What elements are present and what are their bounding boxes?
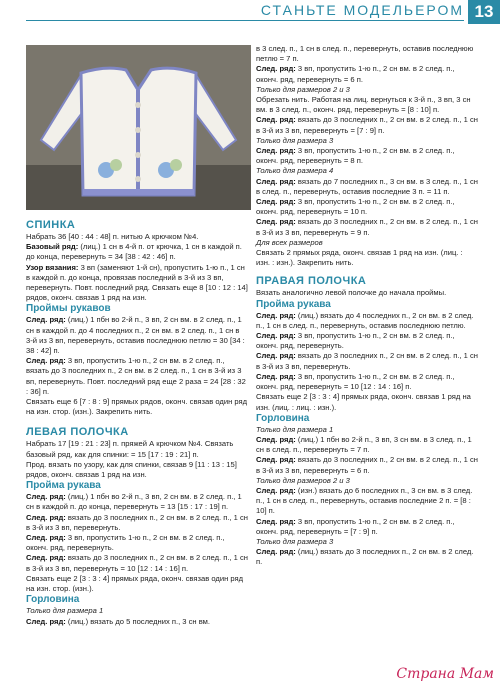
instruction: След. ряд: вязать до 3 последних п., 2 сн вм. в 2 след. п., 1 сн в 3-й из 3 вп, перевернуть. bbox=[26, 512, 248, 532]
section-title: СТАНЬТЕ МОДЕЛЬЕРОМ bbox=[260, 2, 464, 18]
right-column bbox=[256, 44, 478, 568]
instruction: След. ряд: (изн.) вязать до 6 последних п., 3 сн вм. в 3 след. п., 1 сн в след. п., перевернуть, оставив последние 2 п. = [8 : 10] п. bbox=[256, 485, 473, 516]
header-rule bbox=[26, 20, 464, 21]
instruction: След. ряд: вязать до 3 последних п., 2 сн вм. в 2 след. п., 1 сн в 3-й из 3 вп, перевернуть. bbox=[256, 351, 478, 371]
subheading: Пройма рукава bbox=[256, 298, 331, 310]
subheading: Проймы рукавов bbox=[26, 303, 111, 315]
instruction: След. ряд: (лиц.) вязать до 5 последних п., 3 сн вм. bbox=[26, 616, 211, 626]
instruction: След. ряд: вязать до 3 последних п., 2 сн вм. в 2 след. п., 1 сн в 3-й из 3 вп, перевернуть = [7 : 9] п. bbox=[256, 115, 478, 135]
paragraph: Вязать аналогично левой полочке до начала проймы. bbox=[256, 288, 447, 298]
instruction: След. ряд: 3 вп, пропустить 1-ю п., 2 сн вм. в 2 след. п., вязать до 3 последних п., 2 сн вм. в 2 след. п., 1 сн в 3-й из 3 вп, перевернуть. Повт. последний ряд еще 2 раза = 24 [28 : 32 : 36] п. bbox=[26, 356, 246, 396]
site-watermark: Страна Мам bbox=[396, 666, 494, 682]
paragraph: в 3 след. п., 1 сн в след. п., перевернуть, оставив последнюю петлю = 7 п. bbox=[256, 44, 474, 64]
instruction: След. ряд: вязать до 3 последних п., 2 сн вм. в 2 след. п., 1 сн в 3-й из 3 вп, перевернуть = 10 [12 : 14 : 16] п. bbox=[26, 553, 248, 573]
paragraph: Набрать 36 [40 : 44 : 48] п. нитью А крючком №4. bbox=[26, 232, 199, 241]
instruction: След. ряд: 3 вп, пропустить 1-ю п., 2 сн вм. в 2 след. п., оконч. ряд, перевернуть = 10 [12 : 14 : 16] п. bbox=[256, 371, 455, 392]
subheading: Горловина bbox=[26, 594, 80, 606]
cardigan-illustration bbox=[26, 45, 251, 210]
instruction: След. ряд: вязать до 3 последних п., 2 сн вм. в 2 след. п., 1 сн в 3-й из 3 вп, перевернуть = 9 п. bbox=[256, 217, 478, 237]
size-note: Только для размера 1 bbox=[26, 606, 104, 616]
instruction: След. ряд: 3 вп, пропустить 1-ю п., 2 сн вм. в 2 след. п., оконч. ряд, перевернуть. bbox=[256, 331, 455, 351]
size-note: Для всех размеров bbox=[256, 237, 323, 247]
instruction: След. ряд: (лиц.) 1 пбн во 2-й п., 3 вп, 2 сн вм. в 2 след. п., 1 сн в каждой п. до конца, перевернуть = 13 [15 : 17 : 19] п. bbox=[26, 492, 242, 512]
section-heading-right-front: ПРАВАЯ ПОЛОЧКА bbox=[256, 275, 367, 288]
instruction: След. ряд: вязать до 3 последних п., 2 сн вм. в 2 след. п., 1 сн в 3-й из 3 вп, перевернуть = 6 п. bbox=[256, 455, 478, 475]
cardigan-photo bbox=[26, 45, 251, 210]
instruction: След. ряд: 3 вп, пропустить 1-ю п., 2 сн вм. в 2 след. п., оконч. ряд, перевернуть. bbox=[26, 533, 225, 553]
section-heading-back: СПИНКА bbox=[26, 219, 76, 231]
paragraph: Связать еще 6 [7 : 8 : 9] прямых рядов, оконч. связав один ряд на изн. стор. (изн.). Закрепить нить. bbox=[26, 397, 248, 417]
size-note: Только для размера 3 bbox=[256, 135, 334, 145]
instruction: След. ряд: (лиц.) вязать до 3 последних п., 2 сн вм. в 2 след. п. bbox=[256, 547, 474, 567]
paragraph: Связать еще 2 [3 : 3 : 4] прямых ряда, оконч. связав 1 ряд на изн. (лиц. : лиц. : изн.). bbox=[256, 392, 471, 412]
subheading: Горловина bbox=[256, 412, 310, 424]
paragraph: Набрать 17 [19 : 21 : 23] п. пряжей А крючком №4. Связать базовый ряд, как для спинки: = 15 [17 : 19 : 21] п. bbox=[26, 439, 234, 459]
instruction: Базовый ряд: (лиц.) 1 сн в 4-й п. от крючка, 1 сн в каждой п. до конца, перевернуть = 34 [38 : 42 : 46] п. bbox=[26, 242, 242, 262]
paragraph: Прод. вязать по узору, как для спинки, связав 9 [11 : 13 : 15] рядов, оконч. связав 1 ряд на изн. bbox=[26, 459, 237, 480]
instruction: След. ряд: 3 вп, пропустить 1-ю п., 2 сн вм. в 2 след. п., оконч. ряд, перевернуть = 10 п. bbox=[256, 197, 455, 217]
instruction: След. ряд: (лиц.) вязать до 4 последних п., 2 сн вм. в 2 след. п., 1 сн в след. п., перевернуть, оставив последнюю петлю. bbox=[256, 310, 474, 330]
instruction: След. ряд: (лиц.) 1 пбн во 2-й п., 3 вп, 2 сн вм. в 2 след. п., 1 сн в каждой п. до 4 последних п., 2 сн вм. в 2 след. п., 1 сн в 3-й из 3 вп, перевернуть, оставив последнюю петлю = 30 [34 : 38 : 42] п. bbox=[26, 315, 245, 356]
instruction: След. ряд: 3 вп, пропустить 1-ю п., 2 сн вм. в 2 след. п., оконч. ряд, перевернуть = 6 п. bbox=[256, 64, 455, 84]
paragraph: Связать еще 2 [3 : 3 : 4] прямых ряда, оконч. связав один ряд на изн. стор. (изн.). bbox=[26, 573, 244, 594]
size-note: Только для размеров 2 и 3 bbox=[256, 84, 350, 94]
instruction: След. ряд: 3 вп, пропустить 1-ю п., 2 сн вм. в 2 след. п., оконч. ряд, перевернуть = 8 п. bbox=[256, 146, 455, 166]
section-heading-left-front: ЛЕВАЯ ПОЛОЧКА bbox=[26, 426, 129, 439]
paragraph: Связать 2 прямых ряда, оконч. связав 1 ряд на изн. (лиц. : изн. : изн.). Закрепить нить. bbox=[256, 248, 463, 268]
instruction: Узор вязания: 3 вп (заменяют 1-й сн), пропустить 1-ю п., 1 сн в каждой п. до конца, провязав последний в 3-й из 3 вп, перевернуть. Повт. последний ряд. Связать еще 8 [10 : 12 : 14] рядов, оконч. связав 1 ряд на изн. bbox=[26, 262, 248, 303]
size-note: Только для размера 4 bbox=[256, 166, 334, 176]
instruction: След. ряд: вязать до 7 последних п., 3 сн вм. в 3 след. п., 1 сн в след. п., перевернуть, оставив последние 3 п. = 11 п. bbox=[256, 176, 478, 196]
instruction: След. ряд: (лиц.) 1 пбн во 2-й п., 3 вп, 3 сн вм. в 3 след. п., 1 сн в след. п., перевернуть = 7 п. bbox=[256, 434, 472, 455]
subheading: Пройма рукава bbox=[26, 480, 101, 492]
page-number: 13 bbox=[468, 0, 500, 24]
paragraph: Обрезать нить. Работая на лиц. вернуться к 3-й п., 3 вп, 3 сн вм. в 3 след. п., оконч. ряд, перевернуть = [8 : 10] п. bbox=[256, 95, 471, 115]
size-note: Только для размера 3 bbox=[256, 536, 334, 546]
instruction: След. ряд: 3 вп, пропустить 1-ю п., 2 сн вм. в 2 след. п., оконч. ряд, перевернуть = [7 : 9] п. bbox=[256, 516, 455, 536]
size-note: Только для размеров 2 и 3 bbox=[256, 475, 350, 485]
page-header bbox=[0, 0, 500, 22]
size-note: Только для размера 1 bbox=[256, 424, 334, 434]
left-column bbox=[26, 216, 248, 627]
